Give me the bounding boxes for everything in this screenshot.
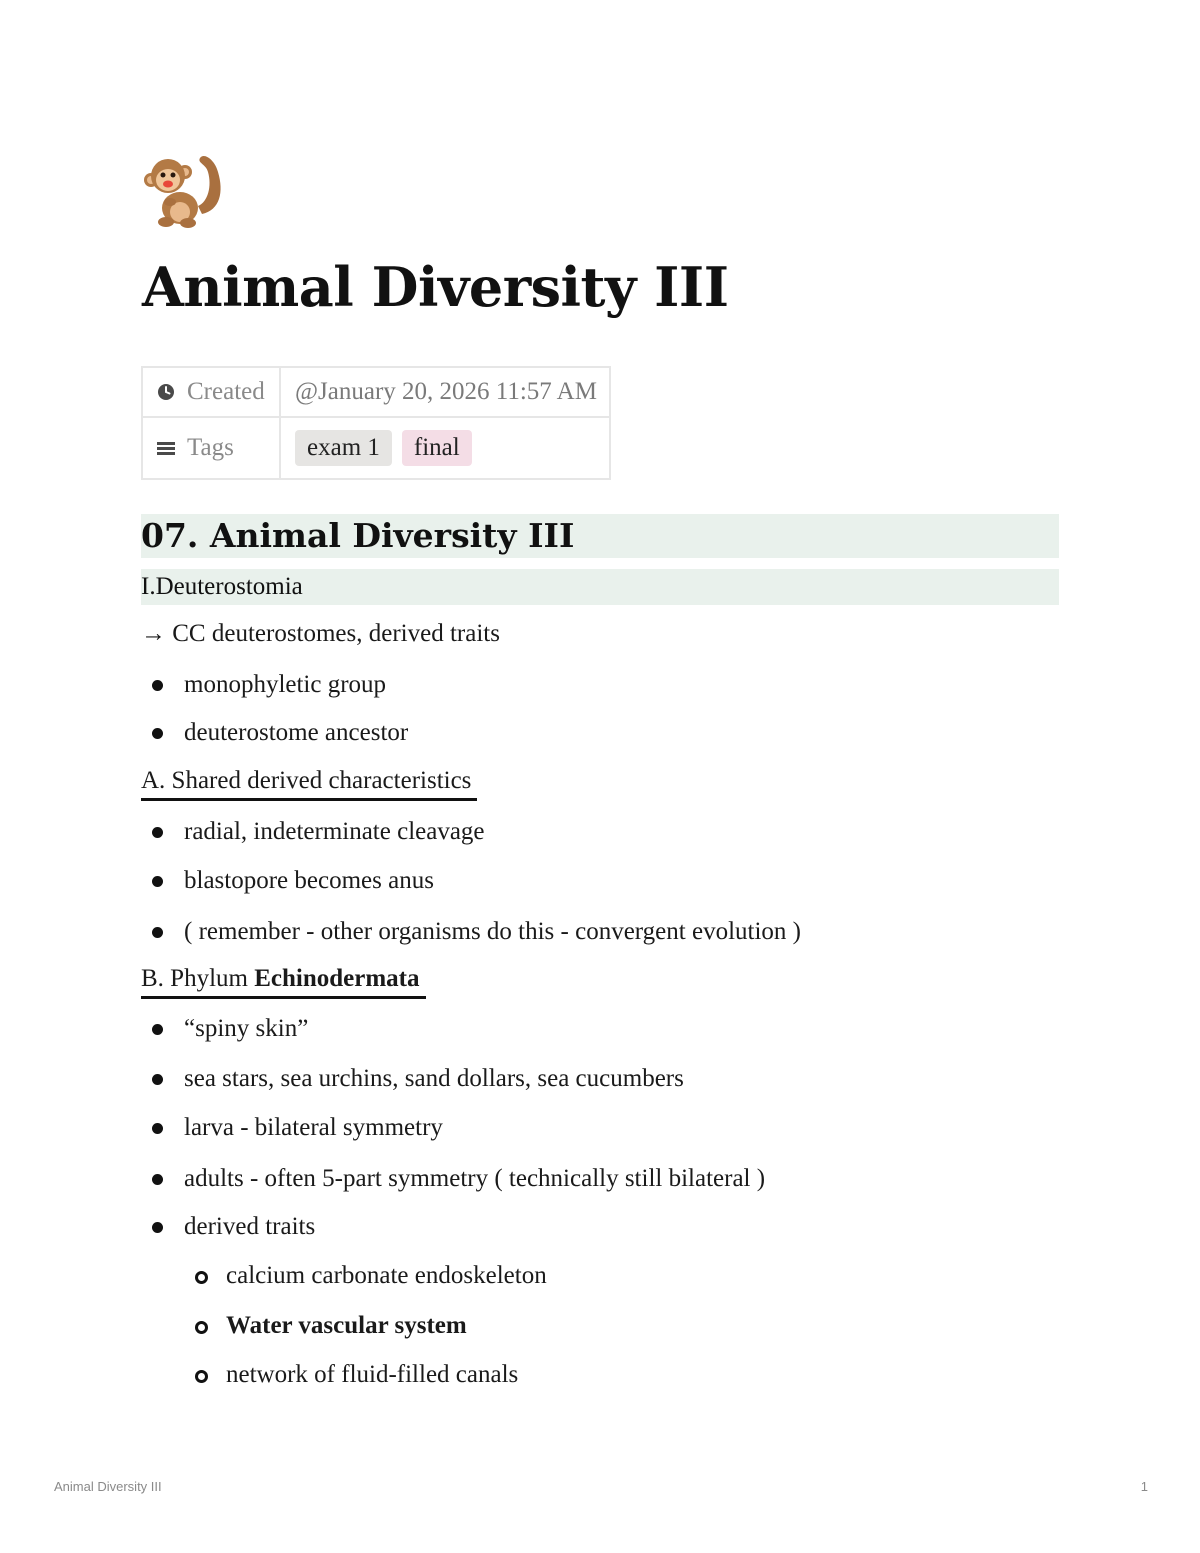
- tag-final[interactable]: final: [402, 430, 472, 466]
- page-title: Animal Diversity III: [142, 255, 729, 319]
- list-item: ( remember - other organisms do this - convergent evolution ): [184, 918, 801, 945]
- multi-select-list-icon: [157, 440, 175, 456]
- sub-list-item: network of fluid-filled canals: [226, 1361, 519, 1388]
- monkey-emoji-icon: [140, 142, 230, 232]
- bullet-circle-icon: [195, 1370, 208, 1383]
- property-label-tags: Tags: [187, 434, 234, 461]
- bullet-dot-icon: [152, 927, 163, 938]
- bullet-dot-icon: [152, 1024, 163, 1035]
- property-key-created: [142, 367, 280, 417]
- bullet-circle-icon: [195, 1271, 208, 1284]
- sub-list-item: calcium carbonate endoskeleton: [226, 1262, 547, 1289]
- bullet-dot-icon: [152, 1174, 163, 1185]
- property-value-created[interactable]: [280, 367, 610, 417]
- list-item: radial, indeterminate cleavage: [184, 818, 485, 845]
- list-item: derived traits: [184, 1213, 316, 1240]
- property-key-tags: [142, 417, 280, 479]
- property-value-tags[interactable]: [280, 417, 610, 479]
- sub-list-item: Water vascular system: [226, 1312, 467, 1339]
- bullet-dot-icon: [152, 680, 163, 691]
- list-item: “spiny skin”: [184, 1015, 309, 1042]
- bullet-dot-icon: [152, 728, 163, 739]
- section-b-heading-bold: Echinodermata: [254, 965, 420, 992]
- bullet-circle-icon: [195, 1321, 208, 1334]
- list-item: larva - bilateral symmetry: [184, 1114, 443, 1141]
- list-item: deuterostome ancestor: [184, 719, 409, 746]
- property-label-created: Created: [187, 378, 265, 405]
- footer-page-number: 1: [1140, 1479, 1148, 1494]
- section-b-heading-prefix: B. Phylum: [141, 965, 255, 992]
- bullet-dot-icon: [152, 827, 163, 838]
- tag-exam-1[interactable]: exam 1: [295, 430, 392, 466]
- bullet-dot-icon: [152, 1123, 163, 1134]
- property-row-tags: [142, 417, 610, 479]
- list-item: sea stars, sea urchins, sand dollars, sea cucumbers: [184, 1065, 684, 1092]
- created-date: @January 20, 2026 11:57 AM: [295, 378, 597, 405]
- list-item: monophyletic group: [184, 671, 387, 698]
- heading-2: I.Deuterostomia: [141, 569, 1059, 605]
- section-b-heading: [141, 962, 426, 999]
- section-a-heading: A. Shared derived characteristics: [141, 764, 477, 801]
- intro-line: → CC deuterostomes, derived traits: [141, 620, 500, 647]
- list-item: adults - often 5-part symmetry ( technically still bilateral ): [184, 1165, 766, 1192]
- heading-1: 07. Animal Diversity III: [141, 514, 1059, 558]
- property-row-created: [142, 367, 610, 417]
- footer-title: Animal Diversity III: [54, 1479, 162, 1494]
- clock-icon: [157, 383, 175, 401]
- list-item: blastopore becomes anus: [184, 867, 434, 894]
- bullet-dot-icon: [152, 876, 163, 887]
- bullet-dot-icon: [152, 1222, 163, 1233]
- properties-table: [141, 366, 611, 480]
- bullet-dot-icon: [152, 1074, 163, 1085]
